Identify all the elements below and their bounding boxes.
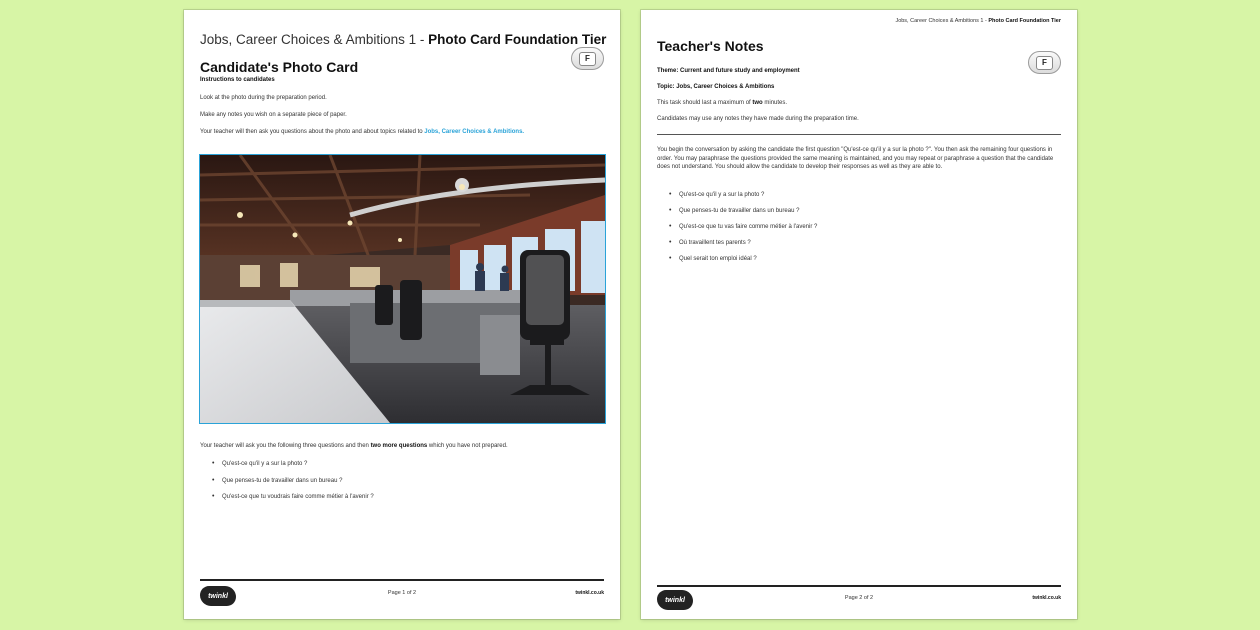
page-number: Page 2 of 2 [844,595,874,601]
tier-letter: F [579,52,596,66]
document-header [657,18,1061,24]
questions-intro-text: Your teacher will ask you the following three questions and then [200,443,371,449]
office-photo [199,154,606,424]
teacher-instruction-text: Your teacher will then ask you questions about the photo and about topics related to [200,129,425,135]
candidate-question-list [212,460,604,510]
question-item: • Où travaillent tes parents ? [669,239,1061,247]
questions-intro-suffix: which you have not prepared. [427,443,508,449]
duration-line [657,99,1061,107]
questions-intro-bold: two more questions [370,443,428,449]
document-header-regular: Jobs, Career Choices & Ambitions 1 - [895,18,989,24]
question-item: • Qu'est-ce que tu vas faire comme métier à l'avenir ? [669,223,1061,231]
question-item: • Que penses-tu de travailler dans un bureau ? [212,477,604,485]
question-item: • Que penses-tu de travailler dans un bureau ? [669,207,1061,215]
tier-letter: F [1036,56,1053,70]
instruction-line: Look at the photo during the preparation period. [200,95,327,101]
card-title: Teacher's Notes [657,38,764,54]
duration-text: This task should last a maximum of [657,100,753,106]
theme-line: Theme: Current and future study and employment [657,68,800,74]
twinkl-logo: twinkl [657,590,693,610]
teacher-instruction [200,128,604,136]
foundation-tier-badge [571,47,604,70]
topic-line: Topic: Jobs, Career Choices & Ambitions [657,84,775,90]
document-title-regular: Jobs, Career Choices & Ambitions 1 - [200,32,429,47]
question-item: • Quel serait ton emploi idéal ? [669,255,1061,263]
footer-divider [657,585,1061,587]
document-title [200,32,607,47]
teacher-question-list [669,191,1061,271]
question-item: • Qu'est-ce qu'il y a sur la photo ? [669,191,1061,199]
candidate-photo-card-page [184,10,620,619]
document-header-bold: Photo Card Foundation Tier [988,18,1061,24]
instruction-line: Make any notes you wish on a separate piece of paper. [200,112,347,118]
section-divider [657,134,1061,135]
card-title: Candidate's Photo Card [200,59,359,75]
question-item: • Qu'est-ce qu'il y a sur la photo ? [212,460,604,468]
notes-line: Candidates may use any notes they have made during the preparation time. [657,116,859,122]
questions-intro [200,442,604,450]
duration-suffix: minutes. [762,100,788,106]
teachers-notes-page [641,10,1077,619]
instructions-heading: Instructions to candidates [200,77,275,83]
topic-link[interactable]: Jobs, Career Choices & Ambitions. [424,129,525,135]
duration-bold: two [752,100,763,106]
page-number: Page 1 of 2 [387,590,417,596]
office-photo-icon [200,155,605,423]
twinkl-logo: twinkl [200,586,236,606]
instructions-paragraph: You begin the conversation by asking the candidate the first question "Qu'est-ce qu'il y a sur la photo ?". You then ask the remaining four questions in order. You may paraphrase the questions provided the same meaning is maintained, and you may repeat or paraphrase a question that the candidate does not understand. You should allow the candidate to develop their responses as well as they are able to. [657,147,1054,170]
footer-website: twinkl.co.uk [575,590,604,596]
footer-divider [200,579,604,581]
footer-website: twinkl.co.uk [1032,595,1061,601]
question-item: • Qu'est-ce que tu voudrais faire comme métier à l'avenir ? [212,493,604,501]
document-title-bold: Photo Card Foundation Tier [428,32,607,47]
